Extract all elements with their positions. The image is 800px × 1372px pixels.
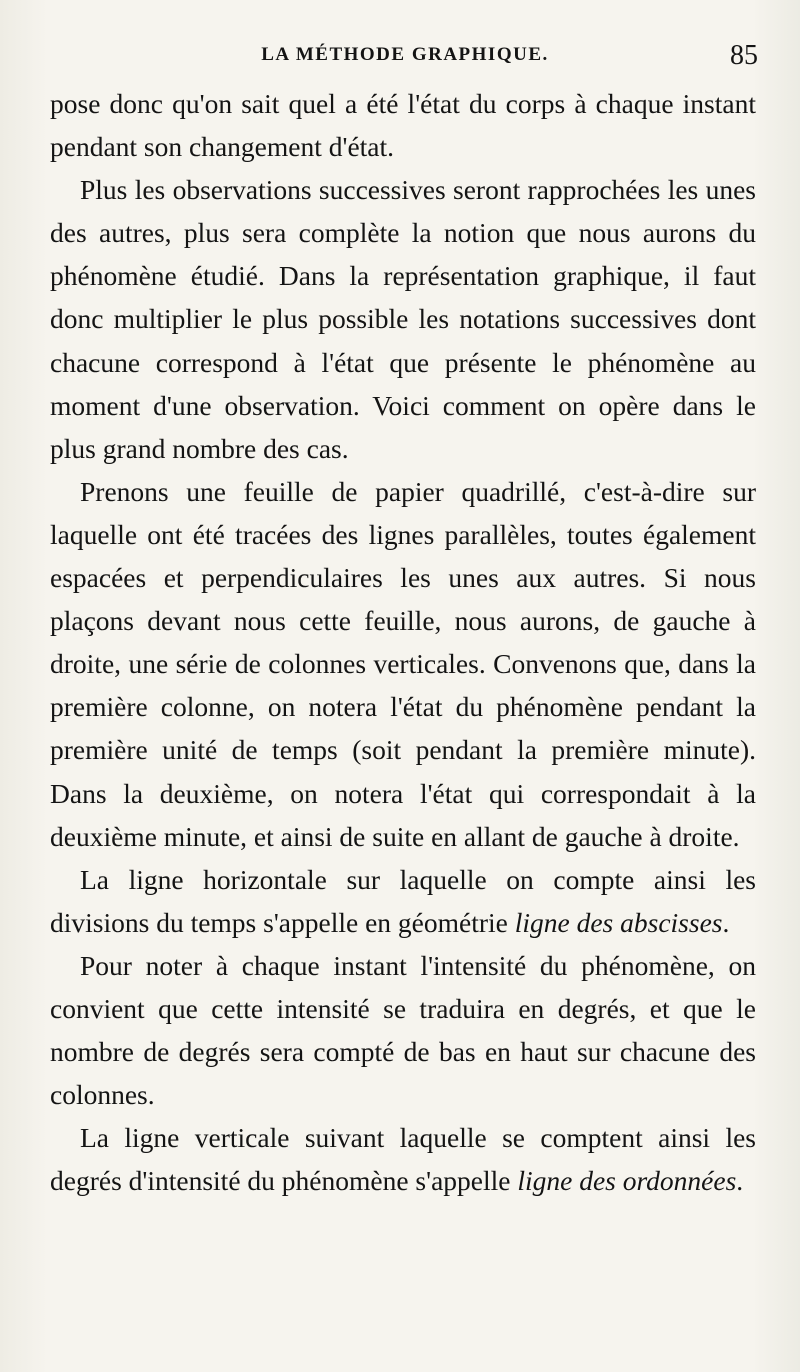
paragraph-3-text: Prenons une feuille de papier quadrillé, c'est-à-dire sur laquelle ont été tracées des lignes parallèles, toutes également espacées et perpendiculaires les unes aux autres. Si nous plaçons devant nous cette feuille, nous aurons, de gauche à droite, une série de colonnes verticales. Convenons que, dans la première colonne, on notera l'état du phénomène pendant la première unité de temps (soit pendant la première minute). Dans la deuxième, on notera l'état qui correspondait à la deuxième minute, et ainsi de suite en allant de gauche à droite. [50, 475, 756, 852]
paragraph-4-end: . [722, 906, 730, 938]
page-header [48, 40, 762, 80]
paragraph-1 [50, 82, 756, 168]
term-ordonnees: ligne des ordonnées [517, 1165, 737, 1197]
paragraph-4-text: La ligne horizontale sur laquelle on compte ainsi les divisions du temps s'appelle en géométrie [50, 863, 756, 938]
paragraph-5 [50, 944, 756, 1116]
page-number: 85 [730, 40, 758, 71]
paragraph-2-text: Plus les observations successives seront rapprochées les unes des autres, plus sera complète la notion que nous aurons du phénomène étudié. Dans la représentation graphique, il faut donc multiplier le plus possible les notations successives dont chacune correspond à l'état que présente le phénomène au moment d'une observation. Voici comment on opère dans le plus grand nombre des cas. [50, 174, 756, 464]
paragraph-5-text: Pour noter à chaque instant l'intensité du phénomène, on convient que cette intensité se traduira en degrés, et que le nombre de degrés sera compté de bas en haut sur chacune des colonnes. [50, 949, 756, 1111]
paragraph-2 [50, 168, 756, 470]
paragraph-1-text: pose donc qu'on sait quel a été l'état du corps à chaque instant pendant son changement d'état. [50, 88, 756, 163]
paragraph-6-text: La ligne verticale suivant laquelle se comptent ainsi les degrés d'intensité du phénomène s'appelle [50, 1122, 756, 1197]
paragraph-6 [50, 1116, 756, 1202]
paragraph-3 [50, 470, 756, 858]
paragraph-4 [50, 858, 756, 944]
paragraph-6-end: . [736, 1165, 744, 1197]
term-abscisses: ligne des abscisses [514, 906, 723, 938]
running-title: LA MÉTHODE GRAPHIQUE. [261, 44, 549, 65]
page-body [50, 82, 756, 1202]
